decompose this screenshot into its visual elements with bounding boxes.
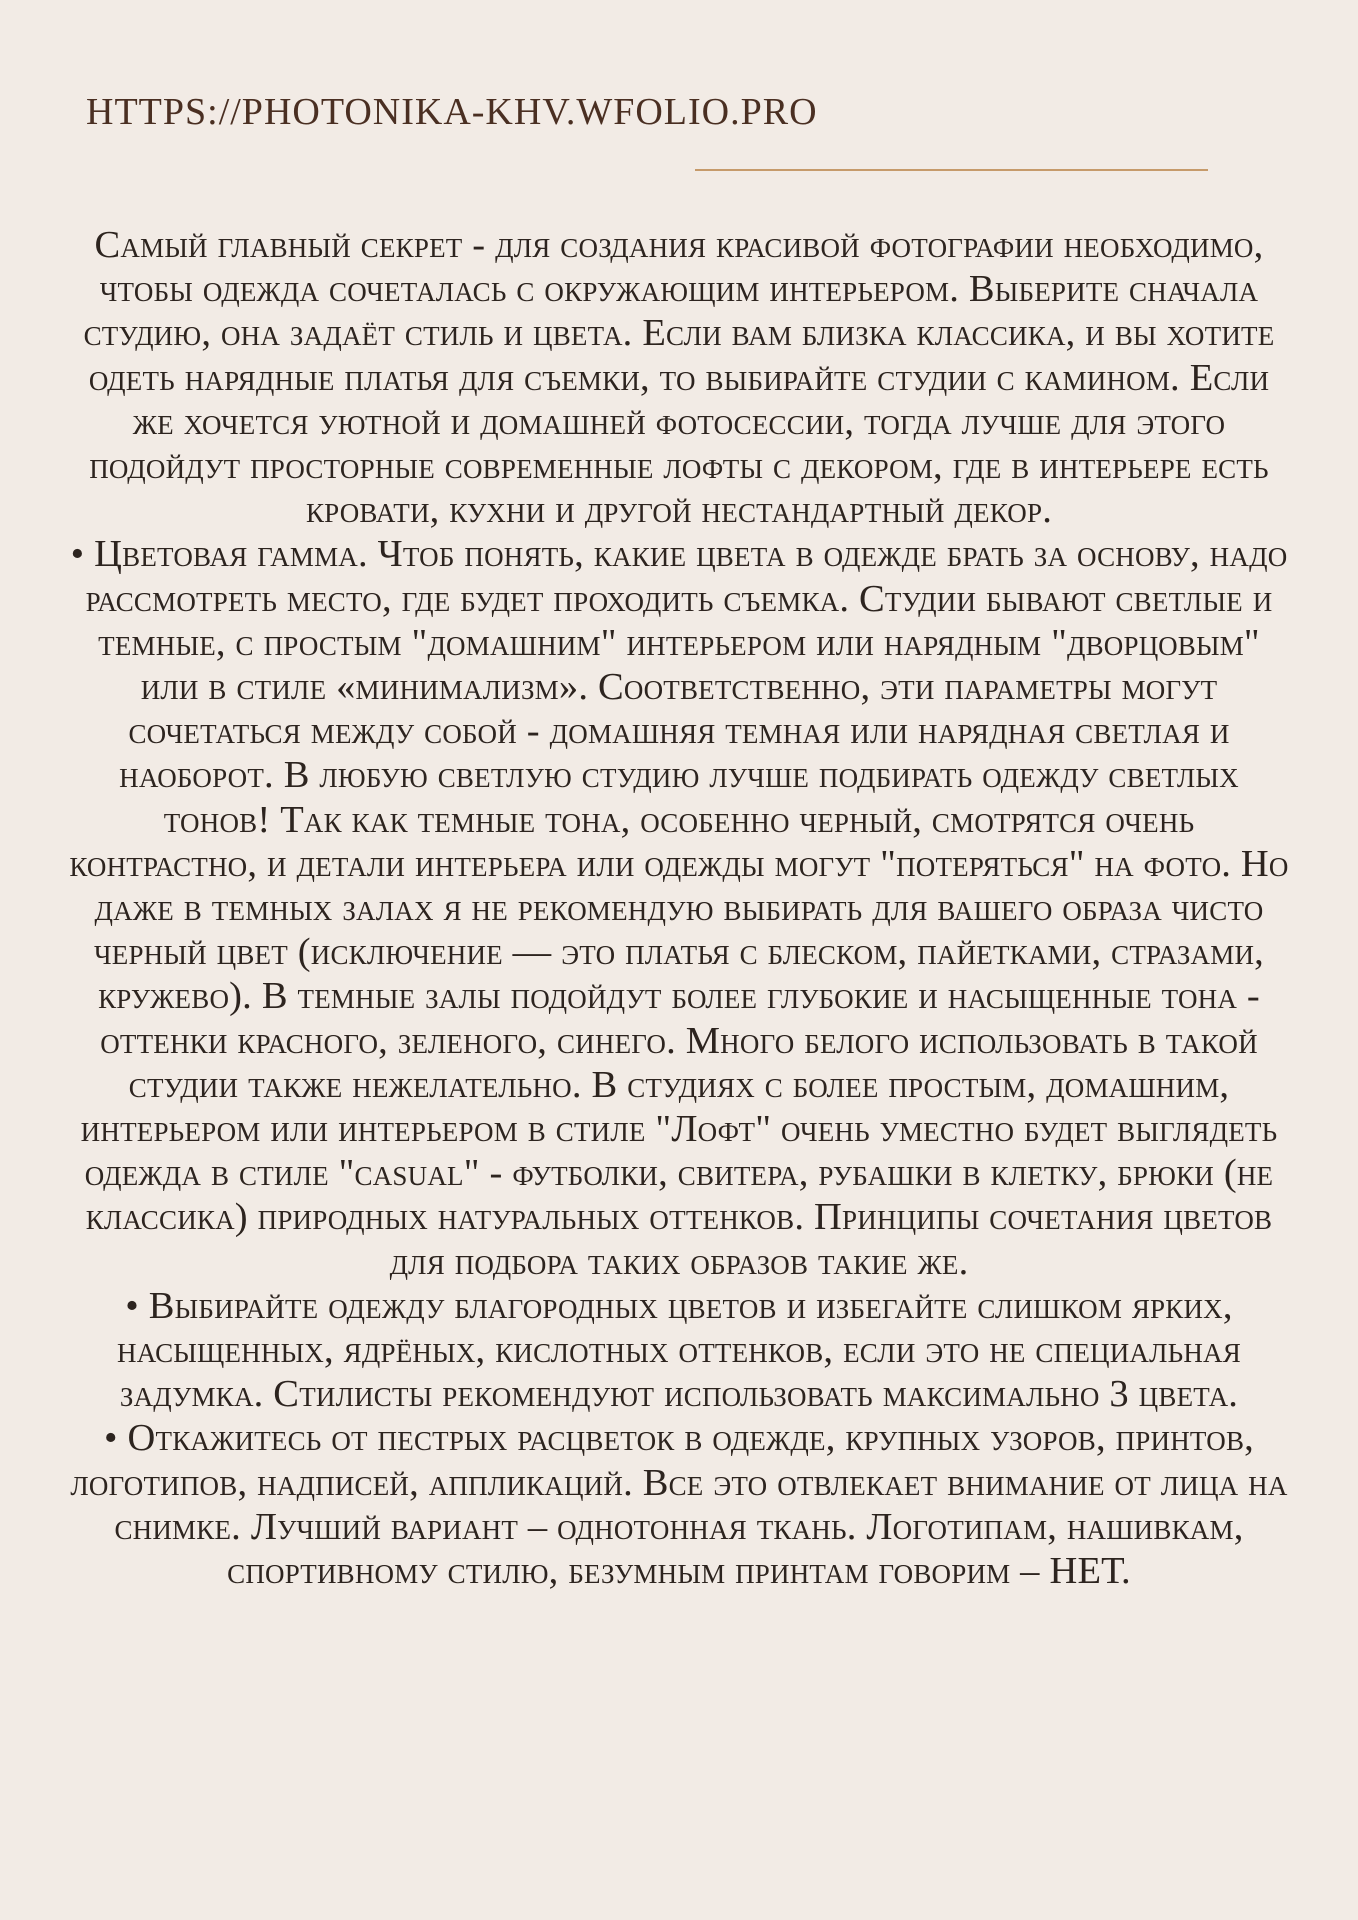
paragraph-color-palette: • Цветовая гамма. Чтоб понять, какие цвета в одежде брать за основу, надо рассмотреть место, где будет проходить съемка. Студии бывают светлые и темные, с простым "домашним" интерьером или нарядным "дворцовым" или в стиле «минимализм». Соответственно, эти параметры могут сочетаться между собой - домашняя темная или нарядная светлая и наоборот. В любую светлую студию лучше подбирать одежду светлых тонов! Так как темные тона, особенно черный, смотрятся очень контрастно, и детали интерьера или одежды могут "потеряться" на фото. Но даже в темных залах я не рекомендую выбирать для вашего образа чисто черный цвет (исключение — это платья с блеском, пайетками, стразами, кружево). В темные залы подойдут более глубокие и насыщенные тона - оттенки красного, зеленого, синего. Много белого использовать в такой студии также нежелательно. В студиях с более простым, домашним, интерьером или интерьером в стиле "Лофт" очень уместно будет выглядеть одежда в стиле "casual" - футболки, свитера, рубашки в клетку, брюки (не классика) природных натуральных оттенков. Принципы сочетания цветов для подбора таких образов такие же.: [69, 533, 1289, 1283]
paragraph-intro: Самый главный секрет - для создания красивой фотографии необходимо, чтобы одежда сочеталась с окружающим интерьером. Выберите сначала студию, она задаёт стиль и цвета. Если вам близка классика, и вы хотите одеть нарядные платья для съемки, то выбирайте студии с камином. Если же хочется уютной и домашней фотосессии, тогда лучше для этого подойдут просторные современные лофты с декором, где в интерьере есть кровати, кухни и другой нестандартный декор.: [83, 224, 1275, 532]
paragraph-avoid-prints: • Откажитесь от пестрых расцветок в одежде, крупных узоров, принтов, логотипов, надписей, аппликаций. Все это отвлекает внимание от лица на снимке. Лучший вариант – однотонная ткань. Логотипам, нашивкам, спортивному стилю, безумным принтам говорим – НЕТ.: [70, 1417, 1288, 1593]
decorative-divider: [695, 169, 1208, 171]
site-url[interactable]: HTTPS://PHOTONIKA-KHV.WFOLIO.PRO: [86, 91, 818, 133]
article-body: [66, 223, 1292, 1593]
paragraph-noble-colors: • Выбирайте одежду благородных цветов и избегайте слишком ярких, насыщенных, ядрёных, кислотных оттенков, если это не специальная задумка. Стилисты рекомендуют использовать максимально 3 цвета.: [117, 1284, 1241, 1416]
